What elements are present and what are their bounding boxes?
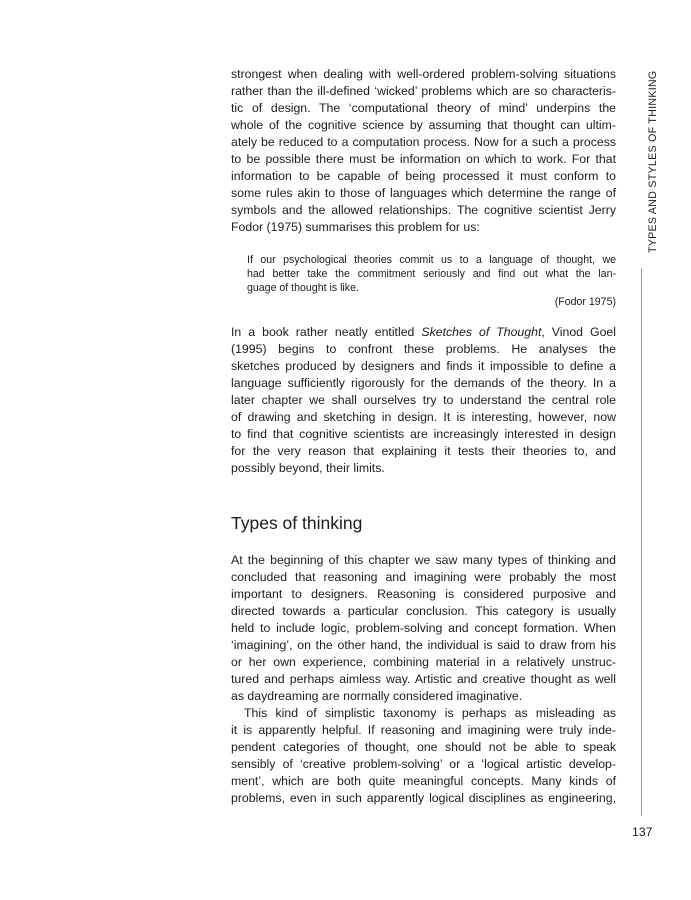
text-line: concluded that reasoning and imagining were probably the most (231, 570, 616, 584)
text-line: held to include logic, problem-solving and concept formation. When (231, 621, 616, 635)
text-line: ment’, which are both quite meaningful concepts. Many kinds of (231, 774, 616, 788)
text-line: problems, even in such apparently logical disciplines as engineering, (231, 791, 616, 805)
text-line: At the beginning of this chapter we saw many types of thinking and (231, 553, 616, 567)
text-line: for the very reason that explaining it tests their theories to, and (231, 444, 616, 458)
page-number: 137 (632, 825, 653, 839)
text-line: pendent categories of thought, one should not be able to speak (231, 740, 616, 754)
text-line: to find that cognitive scientists are increasingly interested in design (231, 427, 616, 441)
quote-line: had better take the commitment seriously and find out what the lan- (247, 268, 616, 280)
text-run: , Vinod Goel (541, 325, 617, 339)
book-title: Sketches of Thought (421, 325, 542, 339)
text-line: some rules akin to those of languages which determine the range of (231, 186, 616, 200)
text-line: Fodor (1975) summarises this problem for us: (231, 220, 480, 234)
running-head: TYPES AND STYLES OF THINKING (647, 70, 659, 253)
text-line: sketches produced by designers and finds it impossible to define a (231, 359, 616, 373)
text-line: of drawing and sketching in design. It is interesting, however, now (231, 410, 616, 424)
text-line: tured and perhaps aimless way. Artistic and creative thought as well (231, 672, 616, 686)
text-line: sensibly of ‘creative problem-solving’ or a ‘logical artistic develop- (231, 757, 616, 771)
text-run: In a book rather neatly entitled (231, 325, 422, 339)
quote-line: guage of thought is like. (247, 282, 359, 294)
text-line: symbols and the allowed relationships. The cognitive scientist Jerry (231, 203, 616, 217)
quote-citation: (Fodor 1975) (554, 296, 616, 308)
text-line: to be possible there must be information on which to work. For that (231, 152, 616, 166)
text-line: directed towards a particular conclusion. This category is usually (231, 604, 616, 618)
text-line: or her own experience, combining material in a relatively unstruc- (231, 655, 616, 669)
section-heading: Types of thinking (231, 513, 363, 533)
margin-rule (641, 268, 642, 816)
text-line: rather than the ill-defined ‘wicked’ problems which are so characteris- (231, 84, 616, 98)
quote-line: If our psychological theories commit us to a language of thought, we (247, 254, 616, 266)
text-line: tic of design. The ‘computational theory of mind’ underpins the (231, 101, 616, 115)
text-line: This kind of simplistic taxonomy is perhaps as misleading as (244, 706, 616, 720)
text-line: (1995) begins to confront these problems. He analyses the (231, 342, 616, 356)
text-line: important to designers. Reasoning is considered purposive and (231, 587, 616, 601)
text-line: ately be reduced to a computation process. Now for a such a process (231, 135, 616, 149)
text-line: whole of the cognitive science by assuming that thought can ultim- (231, 118, 616, 132)
text-line: later chapter we shall ourselves try to understand the central role (231, 393, 616, 407)
text-line: as daydreaming are normally considered imaginative. (231, 689, 523, 703)
text-line (231, 324, 616, 341)
text-line: information to be capable of being processed it must conform to (231, 169, 616, 183)
text-line: language sufficiently rigorously for the demands of the theory. In a (231, 376, 616, 390)
text-line: possibly beyond, their limits. (231, 461, 385, 475)
text-line: ‘imagining’, on the other hand, the individual is said to draw from his (231, 638, 616, 652)
text-line: strongest when dealing with well-ordered problem-solving situations (231, 67, 616, 81)
text-line: it is apparently helpful. If reasoning and imagining were truly inde- (231, 723, 616, 737)
